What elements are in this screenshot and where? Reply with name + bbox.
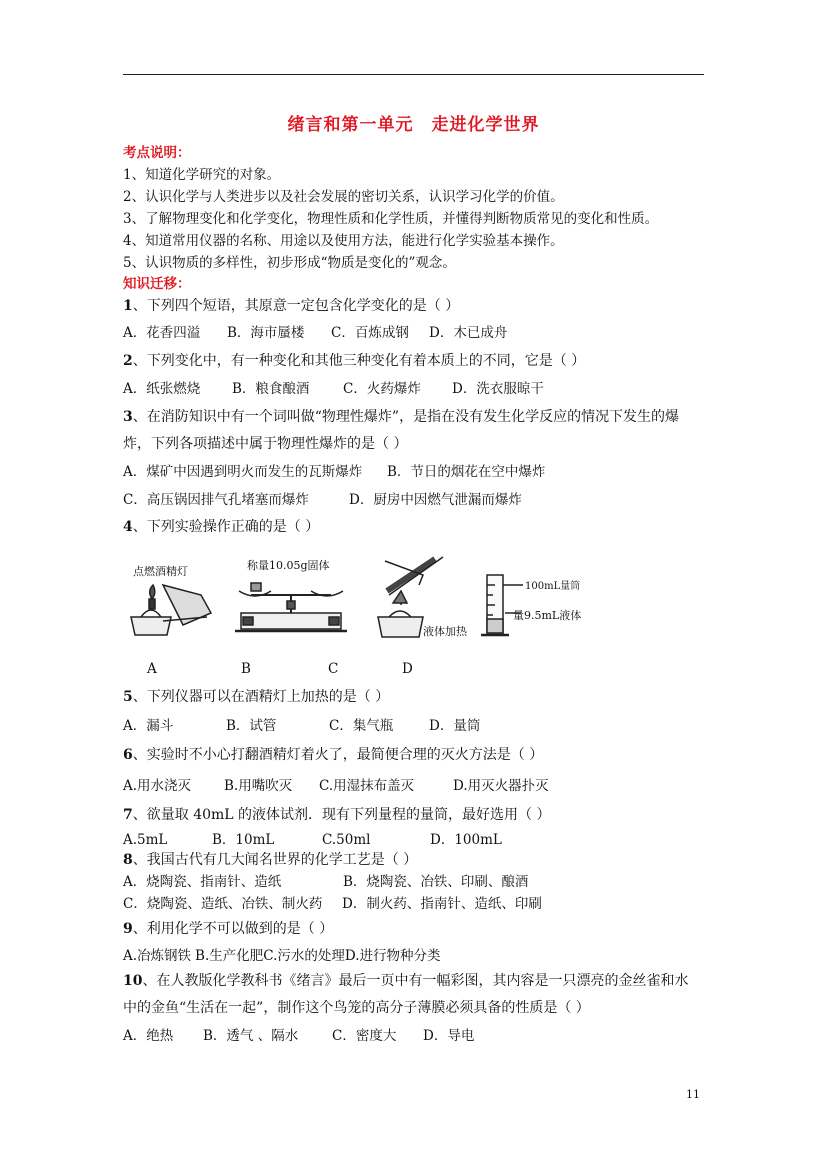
lab-operations-illustration <box>123 555 593 645</box>
option-c[interactable]: C.50ml <box>322 832 371 848</box>
question-10-continued: 中的金鱼“生活在一起”，制作这个鸟笼的高分子薄膜必须具备的性质是（ ） <box>123 1000 590 1016</box>
objective-4: 4、知道常用仪器的名称、用途以及使用方法，能进行化学实验基本操作。 <box>123 233 564 249</box>
question-5-options <box>123 717 480 735</box>
question-7: 7、欲量取 40mL 的液体试剂．现有下列量程的量筒，最好选用（ ） <box>123 807 551 823</box>
page-title: 绪言和第一单元 走进化学世界 <box>287 115 540 135</box>
option-b[interactable]: B．透气 、隔水 <box>203 1028 299 1044</box>
figure-label-c: 液体加热 <box>423 625 467 638</box>
objective-2: 2、认识化学与人类进步以及社会发展的密切关系，认识学习化学的价值。 <box>123 189 564 205</box>
question-8-options-row1 <box>123 873 528 891</box>
option-c[interactable]: C <box>328 661 339 677</box>
option-a[interactable]: A．漏斗 <box>123 718 174 734</box>
balance-drawing <box>235 583 347 631</box>
question-9-options <box>123 947 441 965</box>
figure-label-d2: 量9.5mL液体 <box>513 609 582 622</box>
option-a[interactable]: A.用水浇灭 <box>123 778 192 794</box>
question-2-options <box>123 380 544 398</box>
option-b[interactable]: B．海市蜃楼 <box>227 325 305 341</box>
question-1-options <box>123 324 507 342</box>
option-c[interactable]: C.用湿抹布盖灭 <box>319 778 415 794</box>
option-b[interactable]: B.用嘴吹灭 <box>224 778 293 794</box>
question-10-options <box>123 1027 474 1045</box>
question-10: 10、在人教版化学教科书《绪言》最后一页中有一幅彩图，其内容是一只漂亮的金丝雀和水 <box>123 973 689 989</box>
option-a[interactable]: A.冶炼钢铁 <box>123 948 192 964</box>
option-a[interactable]: A．花香四溢 <box>123 325 201 341</box>
question-4-options <box>147 660 413 678</box>
option-c[interactable]: C．集气瓶 <box>329 718 394 734</box>
option-b[interactable]: B．试管 <box>226 718 277 734</box>
option-a[interactable]: A.5mL <box>123 832 168 848</box>
option-d[interactable]: D.进行物种分类 <box>344 948 441 964</box>
question-3: 3、在消防知识中有一个词叫做“物理性爆炸”，是指在没有发生化学反应的情况下发生的爆 <box>123 409 680 425</box>
objective-3: 3、了解物理变化和化学变化，物理性质和化学性质，并懂得判断物质常见的变化和性质。 <box>123 211 659 227</box>
option-b[interactable]: B．烧陶瓷、冶铁、印刷、酿酒 <box>343 874 529 890</box>
figure-label-b: 称量10.05g固体 <box>247 559 330 572</box>
option-b[interactable]: B.生产化肥 <box>195 948 264 964</box>
question-6: 6、实验时不小心打翻酒精灯着火了，最简便合理的灭火方法是（ ） <box>123 747 544 763</box>
option-d[interactable]: D．厨房中因燃气泄漏而爆炸 <box>349 492 522 508</box>
objective-5: 5、认识物质的多样性，初步形成“物质是变化的”观念。 <box>123 255 456 271</box>
option-c[interactable]: C．百炼成钢 <box>331 325 409 341</box>
option-d[interactable]: D.用灭火器扑灭 <box>453 778 549 794</box>
graduated-cylinder-drawing <box>481 575 523 635</box>
header-rule <box>123 74 704 75</box>
question-3-options-row2 <box>123 491 522 509</box>
option-d[interactable]: D．导电 <box>423 1028 475 1044</box>
question-3-options-row1 <box>123 463 545 481</box>
question-3-continued: 炸，下列各项描述中属于物理性爆炸的是（ ） <box>123 436 408 452</box>
question-2: 2、下列变化中，有一种变化和其他三种变化有着本质上的不同，它是（ ） <box>123 353 586 369</box>
section-heading-kaodian: 考点说明： <box>123 145 191 161</box>
option-b[interactable]: B <box>241 661 251 677</box>
option-c[interactable]: C．烧陶瓷、造纸、冶铁、制火药 <box>123 896 323 912</box>
figure-label-d1: 100mL量筒 <box>525 581 581 592</box>
objective-1: 1、知道化学研究的对象。 <box>123 167 281 183</box>
option-c[interactable]: C.污水的处理 <box>263 948 345 964</box>
option-a[interactable]: A．烧陶瓷、指南针、造纸 <box>123 874 282 890</box>
option-b[interactable]: B．10mL <box>212 832 275 848</box>
option-c[interactable]: C．密度大 <box>332 1028 397 1044</box>
lab-operations-figure <box>123 555 593 645</box>
option-d[interactable]: D．木已成舟 <box>429 325 508 341</box>
option-a[interactable]: A．煤矿中因遇到明火而发生的瓦斯爆炸 <box>123 464 363 480</box>
option-a[interactable]: A <box>147 661 157 677</box>
option-d[interactable]: D．制火药、指南针、造纸、印刷 <box>342 896 542 912</box>
option-d[interactable]: D．量筒 <box>429 718 481 734</box>
option-c[interactable]: C．火药爆炸 <box>343 381 421 397</box>
alcohol-lamp-drawing <box>131 585 211 635</box>
figure-label-a: 点燃酒精灯 <box>133 565 188 578</box>
option-b[interactable]: B．粮食酿酒 <box>232 381 310 397</box>
page-number: 11 <box>686 1088 700 1101</box>
question-1: 1、下列四个短语，其原意一定包含化学变化的是（ ） <box>123 298 460 314</box>
question-9: 9、利用化学不可以做到的是（ ） <box>123 921 334 937</box>
question-8-options-row2 <box>123 895 542 913</box>
question-5: 5、下列仪器可以在酒精灯上加热的是（ ） <box>123 689 390 705</box>
question-7-options <box>123 831 502 849</box>
question-4: 4、下列实验操作正确的是（ ） <box>123 519 320 535</box>
option-d[interactable]: D．100mL <box>430 832 502 848</box>
question-6-options <box>123 777 549 795</box>
option-d[interactable]: D．洗衣服晾干 <box>452 381 544 397</box>
question-8: 8、我国古代有几大闻名世界的化学工艺是（ ） <box>123 852 418 868</box>
option-b[interactable]: B．节日的烟花在空中爆炸 <box>387 464 546 480</box>
option-a[interactable]: A．绝热 <box>123 1028 174 1044</box>
option-a[interactable]: A．纸张燃烧 <box>123 381 201 397</box>
option-c[interactable]: C．高压锅因排气孔堵塞而爆炸 <box>123 492 309 508</box>
section-heading-zhishi: 知识迁移： <box>123 276 191 292</box>
option-d[interactable]: D <box>402 661 413 677</box>
